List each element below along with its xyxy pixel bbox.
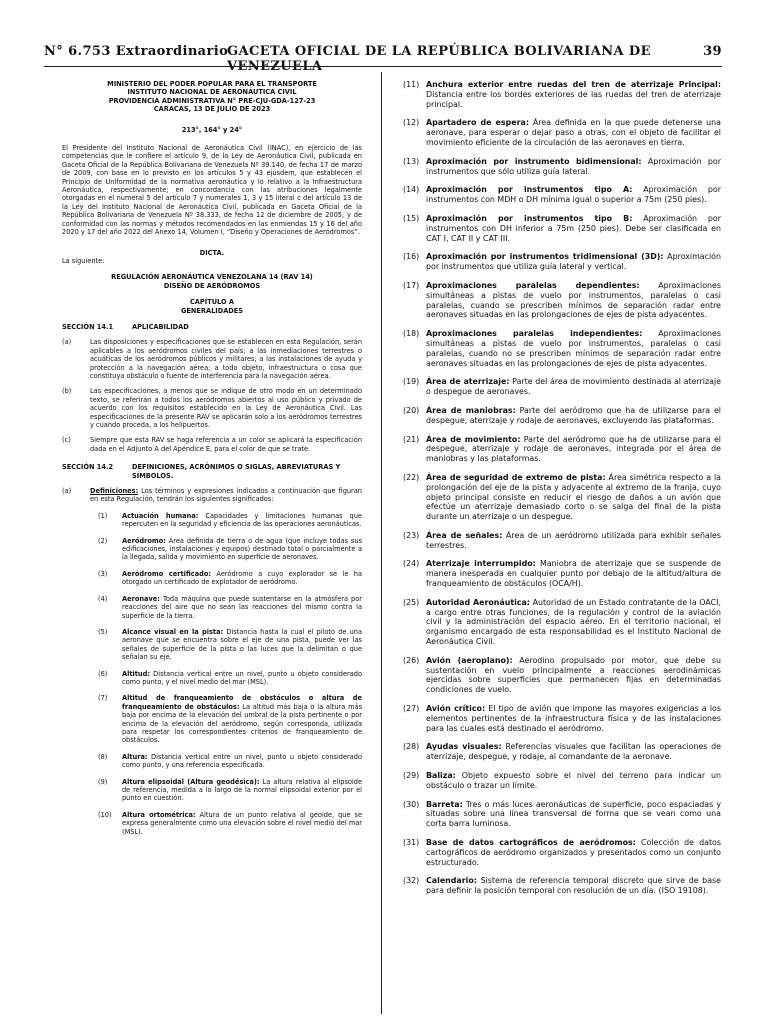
definition-number: (28) bbox=[403, 742, 420, 752]
definition-term: Aterrizaje interrumpido: bbox=[426, 559, 536, 569]
definition-text: Área simétrica respecto a la prolongación del eje de la pista y adyacente al extremo de la franja, cuyo objeto principal consiste en reducir el riesgo de daños a un avión que efectúe un aterrizaje demasiado corto o se salga del final de la pista durante un aterrizaje o un despegue. bbox=[426, 472, 721, 522]
definition-term: Anchura exterior entre ruedas del tren de aterrizaje Principal: bbox=[426, 80, 721, 89]
definition-term: Apartadero de espera: bbox=[426, 118, 529, 128]
item-label: (b) bbox=[62, 387, 72, 396]
definition-body bbox=[122, 694, 362, 744]
years-line: 213°, 164° y 24° bbox=[181, 125, 243, 134]
definition-body bbox=[426, 377, 721, 397]
definition-body bbox=[122, 537, 362, 562]
definition-item bbox=[403, 377, 721, 397]
left-definitions-list bbox=[62, 512, 362, 836]
definition-number: (8) bbox=[98, 752, 108, 761]
definition-body bbox=[426, 473, 721, 522]
definition-item bbox=[90, 811, 362, 836]
section-14-1-heading bbox=[62, 323, 362, 331]
definition-item bbox=[403, 473, 721, 522]
definition-body bbox=[426, 656, 721, 695]
definition-item bbox=[403, 559, 721, 588]
definition-term: Avión crítico: bbox=[426, 704, 486, 714]
definition-item bbox=[403, 118, 721, 147]
definition-item bbox=[403, 329, 721, 368]
definition-item bbox=[403, 281, 721, 320]
definition-item bbox=[403, 214, 721, 243]
right-definitions-list bbox=[403, 80, 721, 896]
definition-body bbox=[426, 704, 721, 733]
header-rule bbox=[44, 66, 722, 67]
definition-number: (1) bbox=[98, 511, 108, 520]
regulation-subtitle-line: DISEÑO DE AERÓDROMOS bbox=[163, 281, 261, 290]
chapter-title: GENERALIDADES bbox=[180, 306, 244, 315]
definition-number: (22) bbox=[403, 472, 420, 482]
definition-term: Aeronave: bbox=[122, 594, 160, 603]
definition-number: (26) bbox=[403, 655, 420, 665]
date-line: CARACAS, 13 DE JULIO DE 2023 bbox=[153, 105, 271, 114]
institute-line: INSTITUTO NACIONAL DE AERONÁUTICA CIVIL bbox=[127, 88, 297, 97]
section-label: SECCIÓN 14.1 bbox=[62, 322, 114, 331]
definition-text: El tipo de avión que impone las mayores exigencias a los elementos pertinentes de la infraestructura física y de las instalaciones para las cuales está destinado el aeródromo. bbox=[426, 704, 721, 733]
definition-text: Objeto expuesto sobre el nivel del terreno para indicar un obstáculo o trazar un límite. bbox=[426, 771, 721, 790]
definition-item bbox=[403, 80, 721, 109]
definition-number: (25) bbox=[403, 597, 420, 607]
definition-body bbox=[122, 628, 362, 662]
item-text: Las especificaciones, a menos que se indique de otro modo en un determinado texto, se referirán a todos los aeródromos abiertos al uso público y privado de acuerdo con los requisitos establecido en la Ley de Aeronáutica Civil. Las especificaciones de la presente RAV se aplicarán solo a los aeródromos terrestres y cuando proceda, a los helipuertos. bbox=[90, 387, 362, 429]
definition-body bbox=[122, 512, 362, 529]
section-title: APLICABILIDAD bbox=[132, 322, 189, 331]
definition-text: Área definida de tierra o de agua (que incluye todas sus edificaciones, instalaciones y equipos) destinado total o parcialmente a la llegada, salida y movimiento en superficie de aeronaves. bbox=[122, 536, 362, 562]
ministry-line: MINISTERIO DEL PODER POPULAR PARA EL TRANSPORTE bbox=[107, 80, 317, 88]
definition-text: Autoridad de un Estado contratante de la OACI, a cargo entre otras funciones, de la regulación y control de la aviación civil y la administración del espacio aéreo. En el territorio nacional, el organismo encargado de esta responsabilidad es el Instituto Nacional de Aeronáutica Civil. bbox=[426, 597, 721, 647]
definition-term: Aproximaciones paralelas independientes: bbox=[426, 329, 643, 339]
item-label: (a) bbox=[62, 338, 72, 347]
page-number: 39 bbox=[703, 44, 722, 59]
definition-body bbox=[122, 670, 362, 687]
siguiente-line: La siguiente: bbox=[62, 256, 105, 265]
definition-item bbox=[90, 595, 362, 620]
regulation-title bbox=[62, 273, 362, 290]
definition-number: (2) bbox=[98, 536, 108, 545]
applicability-item bbox=[62, 338, 362, 380]
item-text: Siempre que esta RAV se haga referencia a un color se aplicará la especificación dada en el Adjunto A del Apéndice E, para el color de que se trate. bbox=[90, 436, 362, 453]
definition-term: Aproximación por instrumento bidimensional: bbox=[426, 156, 642, 166]
definitions-intro bbox=[62, 487, 362, 504]
definition-term: Aproximación por instrumentos tridimensional (3D): bbox=[426, 252, 664, 262]
definition-text: Parte del aeródromo que ha de utilizarse para el despegue, aterrizaje y rodaje de aeronaves, integrada por el área de maniobras y las plataformas. bbox=[426, 434, 721, 464]
definition-body bbox=[426, 742, 721, 762]
definition-text: Distancia entre los bordes exteriores de las ruedas del tren de aterrizaje principal. bbox=[426, 89, 721, 109]
definition-body bbox=[426, 435, 721, 464]
definition-number: (24) bbox=[403, 559, 420, 569]
definition-term: Actuación humana: bbox=[122, 511, 199, 520]
definition-term: Ayudas visuales: bbox=[426, 742, 502, 752]
definition-body bbox=[122, 595, 362, 620]
definition-text: Distancia hasta la cual el piloto de una aeronave que se encuentra sobre el eje de una pista, puede ver las señales de superficie de la pista o las luces que la delimitan o que señalan su eje. bbox=[122, 627, 362, 662]
definition-term: Área de maniobras: bbox=[426, 405, 516, 415]
definition-text: Sistema de referencia temporal discreto que sirve de base para definir la posición temporal con resolución de un día. (ISO 19108). bbox=[426, 876, 721, 896]
definition-term: Alcance visual en la pista: bbox=[122, 627, 224, 636]
definition-body bbox=[426, 771, 721, 791]
definition-body bbox=[426, 800, 721, 829]
definition-number: (9) bbox=[98, 777, 108, 786]
definition-number: (13) bbox=[403, 156, 420, 166]
definition-item bbox=[403, 531, 721, 551]
definition-number: (16) bbox=[403, 252, 420, 262]
definition-number: (14) bbox=[403, 185, 420, 195]
definition-term: Altura elipsoidal (Altura geodésica): bbox=[122, 777, 260, 786]
definition-item bbox=[403, 800, 721, 829]
definition-term: Altura ortométrica: bbox=[122, 810, 196, 819]
definition-number: (20) bbox=[403, 405, 420, 415]
definition-item bbox=[403, 656, 721, 695]
definition-body bbox=[426, 185, 721, 205]
definition-number: (29) bbox=[403, 771, 420, 781]
definition-number: (3) bbox=[98, 569, 108, 578]
definition-term: Altura: bbox=[122, 752, 148, 761]
definition-item bbox=[90, 537, 362, 562]
definition-term: Barreta: bbox=[426, 799, 463, 809]
definition-text: Distancia vertical entre un nivel, punto u objeto considerado como punto, y una referencia especificada. bbox=[122, 752, 362, 770]
definition-item bbox=[90, 694, 362, 744]
left-column bbox=[62, 80, 362, 1014]
definition-term: Calendario: bbox=[426, 876, 477, 886]
definition-text: Aeródromo a cuyo explorador se le ha otorgado un certificado de explotador de aeródromo. bbox=[122, 569, 362, 587]
definition-item bbox=[403, 876, 721, 896]
definition-number: (12) bbox=[403, 118, 420, 128]
definition-text: Toda máquina que puede sustentarse en la atmósfera por reacciones del aire que no sean las reacciones del mismo contra la superficie de la tierra. bbox=[122, 594, 362, 620]
column-divider bbox=[381, 72, 382, 1014]
definition-text: Aproximación por instrumentos con MDH o DH mínima igual o superior a 75m (250 pies). bbox=[426, 185, 721, 205]
regulation-title-line: REGULACIÓN AERONÁUTICA VENEZOLANA 14 (RAV 14) bbox=[111, 273, 313, 282]
definition-item bbox=[90, 628, 362, 662]
section-14-1-items bbox=[62, 338, 362, 453]
definition-number: (7) bbox=[98, 694, 108, 703]
definition-text: Tres o más luces aeronáuticas de superficie, poco espaciadas y situadas sobre una línea transversal de forma que se vean como una corta barra luminosa. bbox=[426, 799, 721, 829]
section-label: SECCIÓN 14.2 bbox=[62, 463, 114, 472]
definition-body bbox=[426, 406, 721, 426]
item-label: (c) bbox=[62, 436, 71, 445]
definition-term: Área de seguridad de extremo de pista: bbox=[426, 472, 606, 482]
definition-body bbox=[426, 252, 721, 272]
definition-number: (17) bbox=[403, 280, 420, 290]
definition-text: Aproximaciones simultáneas a pistas de vuelo por instrumentos, paralelas o casi paralelas, cuando se prescriben mínimos de separación radar entre aeronaves situadas en las prolongaciones de ejes de pista adyacentes. bbox=[426, 280, 721, 320]
definition-term: Área de señales: bbox=[426, 530, 503, 540]
definition-number: (4) bbox=[98, 594, 108, 603]
definition-item bbox=[403, 185, 721, 205]
section-14-2-heading bbox=[62, 463, 362, 480]
item-text: Las disposiciones y especificaciones que se establecen en esta Regulación, serán aplicables a los aeródromos civiles del país; a las inmediaciones terrestres o acuáticas de los aeródromos públicos y militares; a las instalaciones de ayuda y protección a la navegación aérea; a todo objeto, infraestructura o cosa que constituya obstáculo o fuente de interferencia para la navegación aérea. bbox=[90, 338, 362, 380]
definition-term: Área de movimiento: bbox=[426, 434, 521, 444]
applicability-item bbox=[62, 387, 362, 429]
definition-text: Aproximación por instrumentos que utiliza guía lateral y vertical. bbox=[426, 252, 721, 272]
definition-item bbox=[403, 704, 721, 733]
definition-number: (5) bbox=[98, 627, 108, 636]
definition-item bbox=[90, 670, 362, 687]
definition-body bbox=[426, 281, 721, 320]
definition-term: Área de aterrizaje: bbox=[426, 377, 510, 387]
intro-paragraph: El Presidente del Instituto Nacional de Aeronáutica Civil (INAC), en ejercicio de las competencias que le confiere el artículo 9, de la Ley de Aeronáutica Civil, publicada en Gaceta Oficial de la República Bolivariana de Venezuela Nº 39.140, de fecha 17 de marzo de 2009, con base en lo previsto en los artículos 5 y 43 ejusdem, que establecen el Principio de Uniformidad de la normativa aeronáutica y lo relativo a la Infraestructura Aeronáutica, respectivamente; en concordancia con las atribuciones legalmente otorgadas en el numeral 5 del artículo 7 y numerales 1, 3 y 15 literal c del artículo 13 de la Ley del Instituto Nacional de Aeronáutica Civil, publicada en Gaceta Oficial de la República Bolivariana de Venezuela Nº 38.333, de fecha 12 de diciembre de 2005, y de conformidad con las normas y métodos recomendados en las enmiendas 15 y 16 del año 2020 y 17 del año 2022 del Anexo 14, Volumen I, “Diseño y Operaciones de Aeródromos”. bbox=[62, 144, 362, 237]
definition-number: (30) bbox=[403, 799, 420, 809]
definition-text: Distancia vertical entre un nivel, punto u objeto considerado como punto, y el nivel medio del mar (MSL). bbox=[122, 669, 362, 686]
definition-term: Altitud de franqueamiento de obstáculos o altura de franqueamiento de obstáculos: bbox=[122, 694, 362, 711]
definition-text: Aproximación por instrumentos que sólo utiliza guía lateral. bbox=[426, 156, 721, 176]
definition-body bbox=[426, 838, 721, 867]
definition-body bbox=[426, 329, 721, 368]
definition-number: (6) bbox=[98, 669, 108, 678]
definition-body bbox=[426, 531, 721, 551]
definition-item bbox=[403, 598, 721, 647]
definition-body bbox=[122, 753, 362, 770]
definition-text: Aerodino propulsado por motor, que debe su sustentación en vuelo principalmente a reacciones aerodinámicas ejercidas sobre superficies que permanecen fijas en determinadas condiciones de vuelo. bbox=[426, 655, 721, 695]
definition-text: Parte del aeródromo que ha de utilizarse para el despegue, aterrizaje y rodaje de aeronaves, excluyendo las plataformas. bbox=[426, 405, 721, 425]
definition-term: Aeródromo: bbox=[122, 536, 166, 545]
definition-term: Baliza: bbox=[426, 771, 456, 781]
issuer-heading bbox=[62, 80, 362, 114]
section-title: DEFINICIONES, ACRÓNIMOS O SIGLAS, ABREVIATURAS Y SÍMBOLOS. bbox=[132, 463, 341, 480]
chapter-heading bbox=[62, 298, 362, 315]
definition-term: Aproximación por instrumentos tipo B: bbox=[426, 213, 633, 223]
definition-text: Área de un aeródromo utilizada para exhibir señales terrestres. bbox=[426, 530, 721, 550]
definition-number: (27) bbox=[403, 704, 420, 714]
applicability-item bbox=[62, 436, 362, 453]
definition-text: Área definida en la que puede detenerse una aeronave, para esperar o dejar paso a otras, con el objeto de facilitar el movimiento eficiente de la circulación de las aeronaves en tierra. bbox=[426, 118, 721, 147]
definition-item bbox=[403, 742, 721, 762]
definitions-intro-text: Los términos y expresiones indicados a continuación que figuran en esta Regulación, tendrán los siguientes significados: bbox=[90, 487, 362, 504]
definitions-term: Definiciones: bbox=[90, 487, 139, 496]
gazette-number: N° 6.753 Extraordinario bbox=[44, 44, 229, 59]
definition-term: Aeródromo certificado: bbox=[122, 569, 212, 578]
definition-number: (19) bbox=[403, 377, 420, 387]
definition-item bbox=[90, 778, 362, 803]
definition-term: Avión (aeroplano): bbox=[426, 655, 513, 665]
definition-number: (23) bbox=[403, 530, 420, 540]
definition-body bbox=[426, 80, 721, 109]
definition-item bbox=[403, 252, 721, 272]
definition-item bbox=[90, 512, 362, 529]
definition-number: (21) bbox=[403, 434, 420, 444]
definition-body bbox=[426, 157, 721, 177]
definition-text: Colección de datos cartográficos de aeródromo organizados y presentados como un conjunto estructurado. bbox=[426, 838, 721, 867]
definition-number: (11) bbox=[403, 80, 420, 89]
definition-body bbox=[122, 811, 362, 836]
definition-number: (10) bbox=[98, 810, 112, 819]
definition-term: Aproximaciones paralelas dependientes: bbox=[426, 280, 640, 290]
chapter-label: CAPÍTULO A bbox=[189, 298, 235, 307]
definition-item bbox=[403, 157, 721, 177]
definition-text: La altura relativa al elipsoide de referencia, medida a lo largo de la normal elipsoidal exterior por el punto en cuestión. bbox=[122, 777, 362, 803]
definition-item bbox=[403, 838, 721, 867]
definition-term: Aproximación por instrumentos tipo A: bbox=[426, 185, 633, 195]
definition-text: La altitud más baja o la altura más baja por encima de la elevación del umbral de la pista pertinente o por encima de la elevación del aeródromo, según corresponda, utilizada para respetar los correspondientes criterios de franqueamiento de obstáculos. bbox=[122, 702, 362, 745]
definition-text: Capacidades y limitaciones humanas que repercuten en la seguridad y eficiencia de las operaciones aeronáuticas. bbox=[122, 511, 362, 529]
right-column bbox=[403, 80, 721, 1014]
definition-body bbox=[426, 118, 721, 147]
definition-text: Maniobra de aterrizaje que se suspende de manera inesperada en cualquier punto por debajo de la altitud/altura de franqueamiento de obstáculos (OCA/H). bbox=[426, 559, 721, 589]
definition-number: (15) bbox=[403, 213, 420, 223]
definition-item bbox=[403, 406, 721, 426]
definition-item bbox=[403, 435, 721, 464]
definition-body bbox=[426, 214, 721, 243]
definition-number: (18) bbox=[403, 329, 420, 339]
dicta-line: DICTA. bbox=[199, 248, 225, 257]
definition-number: (32) bbox=[403, 876, 420, 886]
definition-item bbox=[90, 570, 362, 587]
definition-item bbox=[90, 753, 362, 770]
definition-term: Altitud: bbox=[122, 669, 150, 678]
page-header bbox=[44, 44, 722, 74]
definition-body bbox=[426, 876, 721, 896]
definition-body bbox=[122, 570, 362, 587]
definition-number: (31) bbox=[403, 838, 420, 848]
definition-item bbox=[403, 771, 721, 791]
item-label: (a) bbox=[62, 487, 72, 496]
definition-text: Parte del área de movimiento destinada al aterrizaje o despegue de aeronaves. bbox=[426, 377, 721, 397]
providencia-line: PROVIDENCIA ADMINISTRATIVA N° PRE-CJU-GDA-127-23 bbox=[108, 96, 316, 105]
definition-term: Base de datos cartográficos de aeródromos: bbox=[426, 838, 636, 848]
definition-text: Aproximaciones simultáneas a pistas de vuelo por instrumentos, paralelas o casi paralelas, cuando no se prescriben mínimos de separación radar entre aeronaves situadas en las prolongaciones de ejes de pista adyacentes. bbox=[426, 329, 721, 368]
definition-body bbox=[426, 559, 721, 588]
definition-text: Referencias visuales que facilitan las operaciones de aterrizaje, despegue, y rodaje, al comandante de la aeronave. bbox=[426, 742, 721, 762]
definition-body bbox=[122, 778, 362, 803]
gazette-title: GACETA OFICIAL DE LA REPÚBLICA BOLIVARIANA DE VENEZUELA bbox=[227, 44, 651, 74]
definition-text: Altura de un punto relativa al geoide, que se expresa generalmente como una elevación sobre el nivel medio del mar (MSL). bbox=[122, 810, 362, 836]
definition-term: Autoridad Aeronáutica: bbox=[426, 597, 530, 607]
definition-text: Aproximación por instrumentos con DH inferior a 75m (250 pies). Debe ser clasificada en CAT I, CAT II y CAT III. bbox=[426, 213, 721, 243]
definition-body bbox=[426, 598, 721, 647]
